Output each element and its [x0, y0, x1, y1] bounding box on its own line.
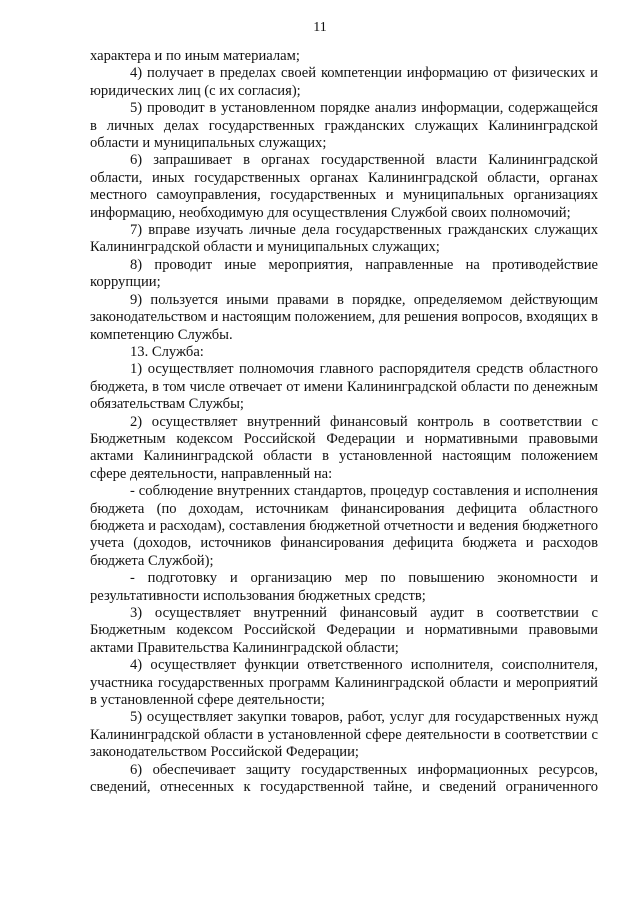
paragraph-item-5: 5) проводит в установленном порядке анализ информации, содержащейся в личных делах государственных гражданских служащих Калининградской области и муниципальных служащих; — [90, 100, 598, 152]
paragraph-item-7: 7) вправе изучать личные дела государственных гражданских служащих Калининградской области и муниципальных служащих; — [90, 222, 598, 256]
paragraph-item-9: 9) пользуется иными правами в порядке, определяемом действующим законодательством и настоящим положением, для решения вопросов, входящих в компетенцию Службы. — [90, 291, 598, 343]
paragraph-13-item-3: 3) осуществляет внутренний финансовый аудит в соответствии с Бюджетным кодексом Российской Федерации и нормативными правовыми актами Правительства Калининградской области; — [90, 605, 598, 656]
paragraph-dash-item-1: - соблюдение внутренних стандартов, процедур составления и исполнения бюджета (по доходам, источникам финансирования дефицита областного бюджета и расходам), составления бюджетной отчетности и ведения бюджетного учета (доходов, источников финансирования дефицита бюджета и расходов бюджета Службой); — [90, 483, 598, 569]
paragraph-item-6: 6) запрашивает в органах государственной власти Калининградской области, иных государственных органах Калининградской области, органах местного самоуправления, государственных и муниципальных организациях информацию, необходимую для осуществления Службой своих полномочий; — [90, 152, 598, 221]
paragraph-13-item-2: 2) осуществляет внутренний финансовый контроль в соответствии с Бюджетным кодексом Российской Федерации и нормативными правовыми актами Калининградской области в установленной настоящим положением сфере деятельности, направленный на: — [90, 413, 598, 482]
paragraph-dash-item-2: - подготовку и организацию мер по повышению экономности и результативности использования бюджетных средств; — [90, 570, 598, 604]
paragraph-13-item-6: 6) обеспечивает защиту государственных информационных ресурсов, сведений, отнесенных к государственной тайне, и сведений ограниченного — [90, 761, 598, 796]
paragraph-item-4: 4) получает в пределах своей компетенции информацию от физических и юридических лиц (с их согласия); — [90, 65, 598, 99]
document-body — [90, 48, 598, 796]
paragraph-item-8: 8) проводит иные мероприятия, направленные на противодействие коррупции; — [90, 256, 598, 291]
paragraph-13-item-4: 4) осуществляет функции ответственного исполнителя, соисполнителя, участника государственных программ Калининградской области и мероприятий в установленной сфере деятельности; — [90, 657, 598, 709]
paragraph-13-item-5: 5) осуществляет закупки товаров, работ, услуг для государственных нужд Калининградской области в установленной сфере деятельности в соответствии с законодательством Российской Федерации; — [90, 709, 598, 761]
page-number: 11 — [313, 20, 327, 35]
paragraph-13-item-1: 1) осуществляет полномочия главного распорядителя средств областного бюджета, в том числе отвечает от имени Калининградской области по денежным обязательствам Службы; — [90, 361, 598, 413]
paragraph-continuation: характера и по иным материалам; — [90, 48, 300, 64]
section-heading-13: 13. Служба: — [130, 343, 204, 360]
